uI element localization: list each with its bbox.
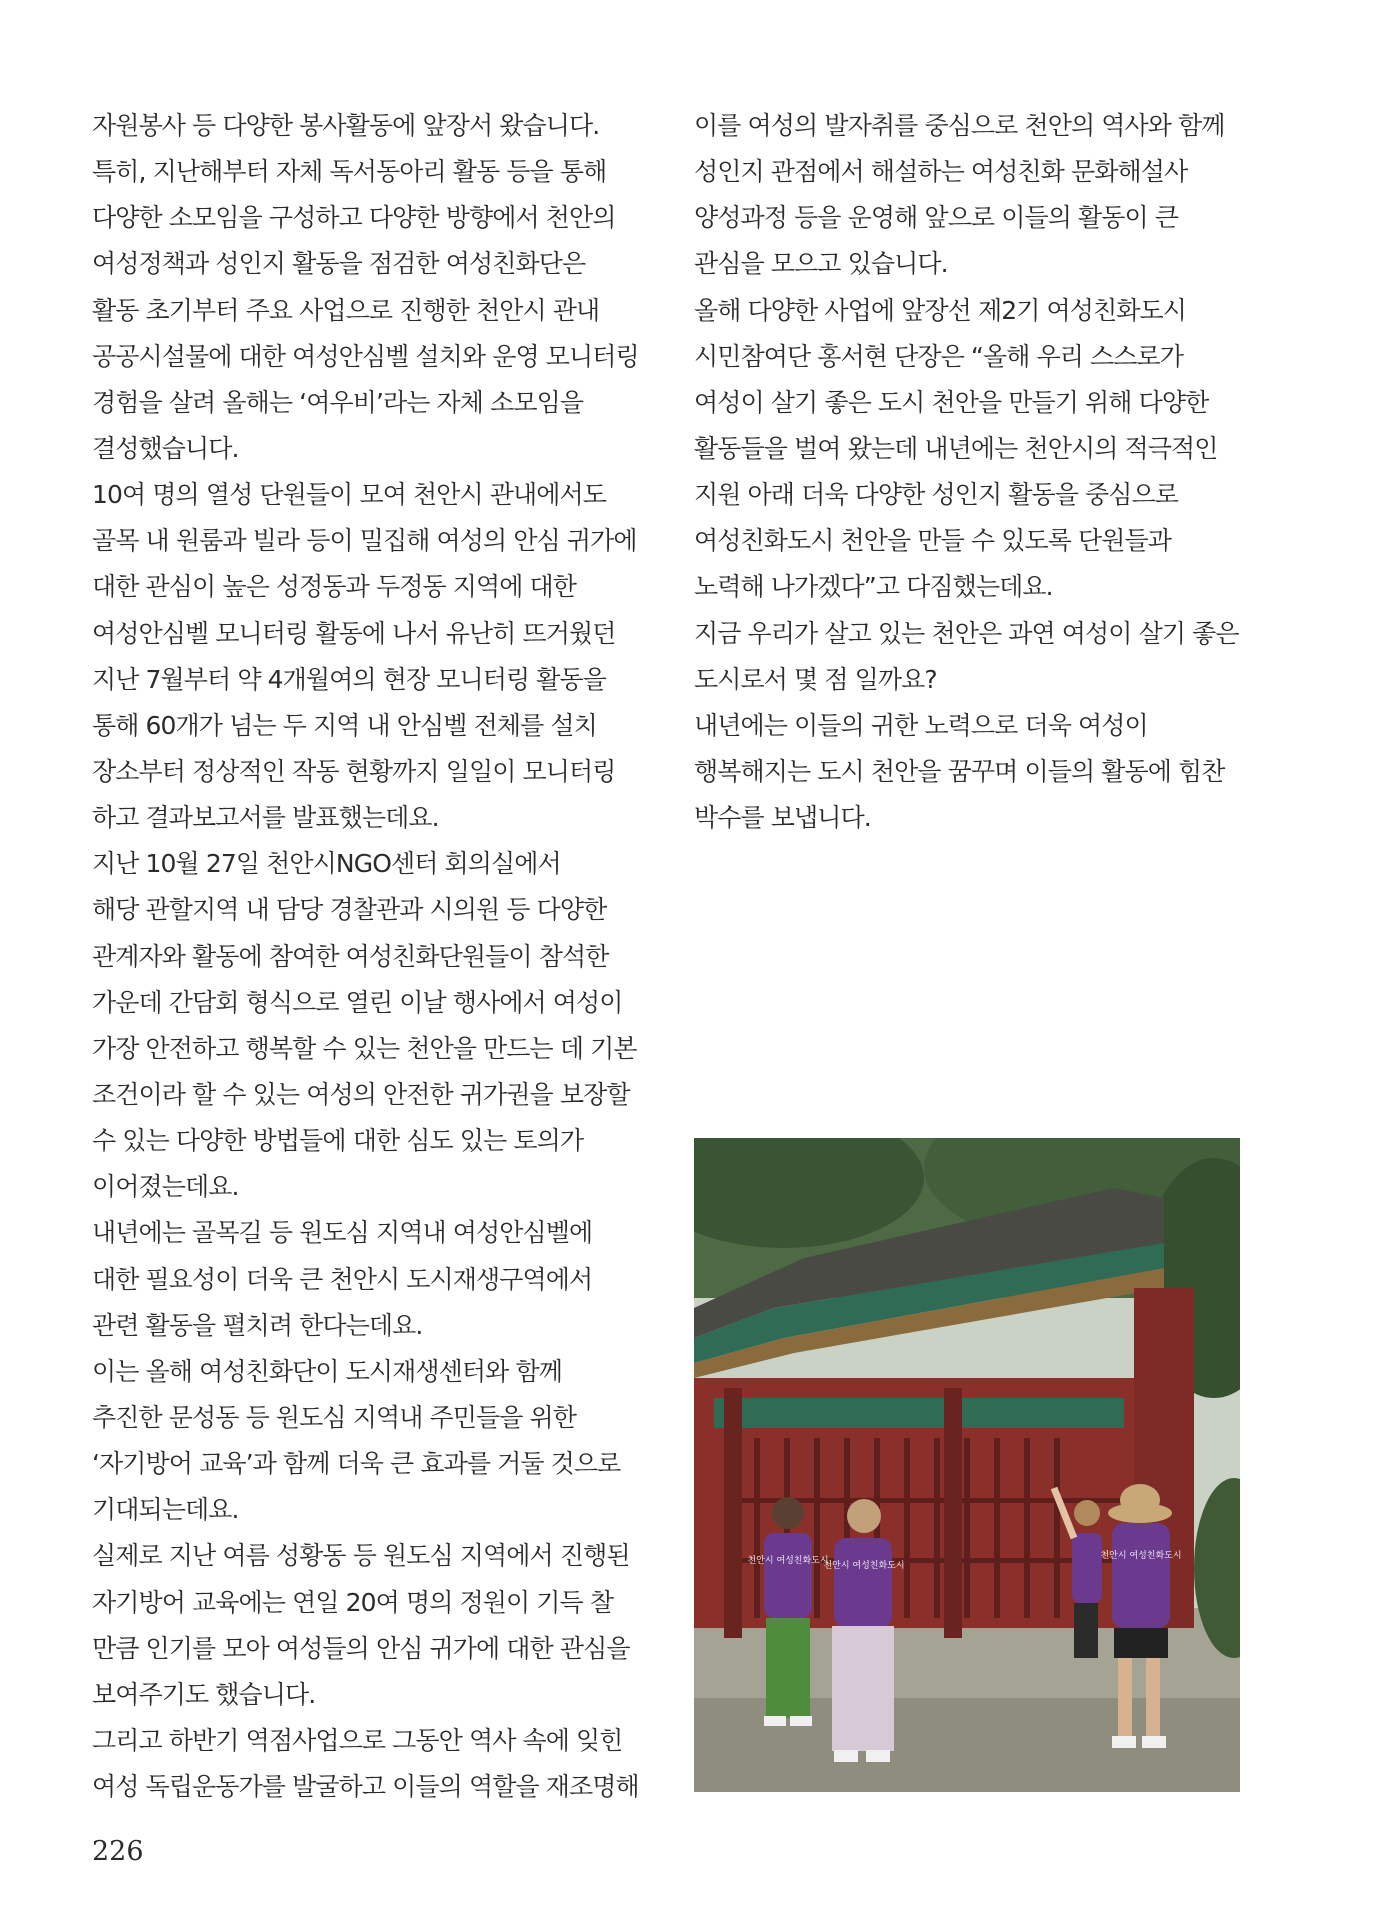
right-column-line: 이를 여성의 발자취를 중심으로 천안의 역사와 함께 [694, 111, 1225, 140]
left-column-line: 보여주기도 했습니다. [92, 1679, 316, 1709]
right-column-line: 노력해 나가겠다”고 다짐했는데요. [694, 572, 1053, 602]
left-column-line: 활동 초기부터 주요 사업으로 진행한 천안시 관내 [92, 295, 600, 325]
left-column-line: ‘자기방어 교육’과 함께 더욱 큰 효과를 거둘 것으로 [92, 1449, 621, 1479]
left-column-line: 골목 내 원룸과 빌라 등이 밀집해 여성의 안심 귀가에 [92, 526, 637, 556]
shrine-group-photo [694, 1138, 1240, 1792]
left-column-line: 해당 관할지역 내 담당 경찰관과 시의원 등 다양한 [92, 895, 607, 925]
right-column-line: 지금 우리가 살고 있는 천안은 과연 여성이 살기 좋은 [694, 618, 1239, 648]
vest-text-3: 천안시 여성친화도시 [1100, 1551, 1182, 1561]
left-column-line: 여성안심벨 모니터링 활동에 나서 유난히 뜨거웠던 [92, 618, 616, 648]
vest-text-2: 천안시 여성친화도시 [823, 1561, 905, 1571]
left-column-line: 기대되는데요. [92, 1495, 239, 1525]
left-column-line: 경험을 살려 올해는 ‘여우비’라는 자체 소모임을 [92, 387, 584, 417]
left-column-line: 결성했습니다. [92, 433, 239, 463]
vest-text-1: 천안시 여성친화도시 [747, 1556, 829, 1566]
right-column-line: 시민참여단 홍서현 단장은 “올해 우리 스스로가 [694, 341, 1184, 371]
right-column-line: 성인지 관점에서 해설하는 여성친화 문화해설사 [694, 157, 1188, 187]
left-column-line: 공공시설물에 대한 여성안심벨 설치와 운영 모니터링 [92, 341, 639, 371]
left-column-line: 지난 10월 27일 천안시NGO센터 회의실에서 [92, 849, 561, 879]
left-column-line: 가운데 간담회 형식으로 열린 이날 행사에서 여성이 [92, 987, 623, 1017]
left-column-line: 자기방어 교육에는 연일 20여 명의 정원이 기득 찰 [92, 1587, 614, 1617]
right-column-line: 내년에는 이들의 귀한 노력으로 더욱 여성이 [694, 710, 1148, 740]
left-column-line: 그리고 하반기 역점사업으로 그동안 역사 속에 잊힌 [92, 1725, 623, 1755]
right-column-line: 활동들을 벌여 왔는데 내년에는 천안시의 적극적인 [694, 433, 1218, 463]
right-column-line: 박수를 보냅니다. [694, 803, 871, 833]
left-column-line: 실제로 지난 여름 성황동 등 원도심 지역에서 진행된 [92, 1541, 630, 1571]
left-column-line: 하고 결과보고서를 발표했는데요. [92, 803, 439, 833]
left-column-line: 이는 올해 여성친화단이 도시재생센터와 함께 [92, 1356, 562, 1386]
left-column-line: 지난 7월부터 약 4개월여의 현장 모니터링 활동을 [92, 664, 607, 694]
left-column-line: 특히, 지난해부터 자체 독서동아리 활동 등을 통해 [92, 157, 607, 187]
right-column-line: 양성과정 등을 운영해 앞으로 이들의 활동이 큰 [694, 203, 1179, 233]
left-column-line: 내년에는 골목길 등 원도심 지역내 여성안심벨에 [92, 1218, 593, 1248]
right-column-line: 관심을 모으고 있습니다. [694, 249, 948, 279]
left-column-line: 대한 관심이 높은 성정동과 두정동 지역에 대한 [92, 572, 577, 602]
left-column-line: 가장 안전하고 행복할 수 있는 천안을 만드는 데 기본 [92, 1033, 637, 1063]
left-column-line: 다양한 소모임을 구성하고 다양한 방향에서 천안의 [92, 203, 616, 233]
left-column-line: 여성 독립운동가를 발굴하고 이들의 역할을 재조명해 [92, 1772, 639, 1802]
left-column-line: 수 있는 다양한 방법들에 대한 심도 있는 토의가 [92, 1126, 584, 1156]
left-column-line: 대한 필요성이 더욱 큰 천안시 도시재생구역에서 [92, 1264, 593, 1294]
left-text-column [92, 103, 652, 1810]
right-column-line: 행복해지는 도시 천안을 꿈꾸며 이들의 활동에 힘찬 [694, 756, 1225, 786]
right-column-line: 여성이 살기 좋은 도시 천안을 만들기 위해 다양한 [694, 387, 1209, 417]
left-column-line: 추진한 문성동 등 원도심 지역내 주민들을 위한 [92, 1402, 577, 1432]
right-column-line: 여성친화도시 천안을 만들 수 있도록 단원들과 [694, 526, 1171, 556]
left-column-line: 관련 활동을 펼치려 한다는데요. [92, 1310, 423, 1340]
left-column-line: 10여 명의 열성 단원들이 모여 천안시 관내에서도 [92, 480, 607, 510]
left-column-line: 이어졌는데요. [92, 1172, 239, 1202]
left-column-line: 통해 60개가 넘는 두 지역 내 안심벨 전체를 설치 [92, 710, 597, 740]
right-column-line: 지원 아래 더욱 다양한 성인지 활동을 중심으로 [694, 480, 1179, 510]
right-column-line: 올해 다양한 사업에 앞장선 제2기 여성친화도시 [694, 295, 1186, 325]
left-column-line: 자원봉사 등 다양한 봉사활동에 앞장서 왔습니다. [92, 111, 600, 140]
page-number: 226 [92, 1836, 144, 1867]
left-column-line: 여성정책과 성인지 활동을 점검한 여성친화단은 [92, 249, 586, 279]
right-column-line: 도시로서 몇 점 일까요? [694, 664, 937, 694]
left-column-line: 관계자와 활동에 참여한 여성친화단원들이 참석한 [92, 941, 609, 971]
left-column-line: 조건이라 할 수 있는 여성의 안전한 귀가권을 보장할 [92, 1079, 630, 1109]
right-text-column [694, 103, 1264, 841]
left-column-line: 만큼 인기를 모아 여성들의 안심 귀가에 대한 관심을 [92, 1633, 630, 1663]
left-column-line: 장소부터 정상적인 작동 현황까지 일일이 모니터링 [92, 756, 616, 786]
